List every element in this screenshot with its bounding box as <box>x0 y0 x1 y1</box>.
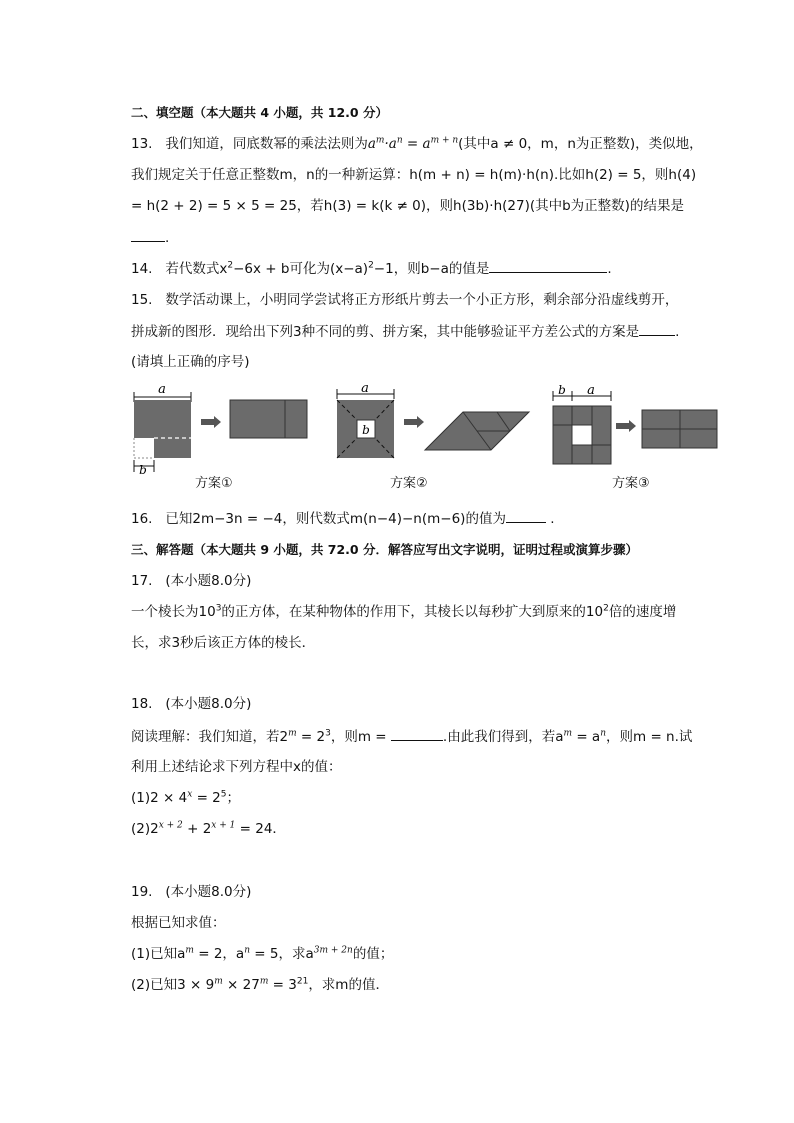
q19-text: (1)已知a <box>131 946 186 962</box>
q19-text: = 5，求a <box>250 946 314 962</box>
q19-sup: m <box>214 976 223 987</box>
caption-scheme1: 方案① <box>195 476 233 491</box>
answer-blank[interactable] <box>506 508 546 523</box>
q19-text: × 27 <box>222 977 260 993</box>
arrow-icon <box>404 416 424 428</box>
q15-period: . <box>675 324 680 340</box>
q18-line1 <box>131 726 692 747</box>
q14-text: −1，则b−a的值是 <box>373 261 490 277</box>
caption-scheme3: 方案③ <box>612 476 650 491</box>
q17-sup: 2 <box>603 603 609 614</box>
q16-period: . <box>545 511 555 527</box>
q18-line2: 利用上述结论求下列方程中x的值： <box>131 759 342 775</box>
q18-sup: 3 <box>325 728 331 739</box>
q15-line2 <box>131 321 679 342</box>
q14-text: −6x + b可化为(x−a) <box>233 261 369 277</box>
scheme3-hole <box>572 425 592 445</box>
q13-text: 我们知道，同底数幂的乘法法则为 <box>165 136 368 152</box>
scheme1-diagram <box>134 382 307 477</box>
scheme2-diagram <box>337 382 529 458</box>
q16-number: 16. <box>131 511 153 527</box>
q16-text: 已知2m−3n = −4，则代数式m(n−4)−n(m−6)的值为 <box>165 511 506 527</box>
scheme3-diagram <box>553 383 717 464</box>
q18-text: = a <box>572 729 601 745</box>
q18-sup: m <box>563 728 573 739</box>
q17-sup: 3 <box>215 603 222 614</box>
q18-sup: x + 1 <box>211 820 236 831</box>
q14-text: 若代数式x <box>165 261 228 277</box>
q13-period: . <box>165 230 170 246</box>
q14-sup: 2 <box>368 260 374 271</box>
q19-sup: 3m + 2n <box>313 945 353 956</box>
q13-line4 <box>131 227 169 248</box>
arrow-icon <box>201 416 221 428</box>
arrow-icon <box>616 420 636 432</box>
answer-blank[interactable] <box>489 258 607 273</box>
q14-period: . <box>607 261 612 277</box>
label-a: a <box>158 382 166 397</box>
section-heading-fill-in: 二、填空题（本大题共 4 小题，共 12.0 分） <box>131 105 388 120</box>
label-a: a <box>361 382 369 396</box>
q14-number: 14. <box>131 261 153 277</box>
q19-sup: m <box>185 945 194 956</box>
q18-part2 <box>131 819 286 839</box>
q19-part2 <box>131 975 389 995</box>
q14-line <box>131 258 612 279</box>
q18-text: = 2 <box>192 790 221 806</box>
q13-math: a <box>367 136 376 152</box>
answer-blank[interactable] <box>391 726 443 741</box>
q15-text: 拼成新的图形．现给出下列3种不同的剪、拼方案，其中能够验证平方差公式的方案是 <box>131 324 640 340</box>
q19-text: = 2，a <box>193 946 245 962</box>
q19-line1: 根据已知求值： <box>131 915 226 931</box>
q18-text: = 24． <box>235 821 286 837</box>
q18-text: = 2 <box>296 729 326 745</box>
q18-text: 阅读理解：我们知道，若2 <box>131 729 289 745</box>
q18-text: ； <box>226 790 240 806</box>
q13-line2: 我们规定关于任意正整数m，n的一种新运算：h(m + n) = h(m)·h(n).比如h(2) = 5，则h(4) <box>131 167 697 183</box>
q18-sup: 5 <box>220 789 227 800</box>
q19-sup: 21 <box>296 976 309 987</box>
q13-sup: m <box>375 135 385 146</box>
q17-line1 <box>131 602 676 622</box>
answer-blank[interactable] <box>131 227 165 242</box>
q19-sup: n <box>244 945 251 956</box>
q18-sup: x + 2 <box>158 820 183 831</box>
q18-part1 <box>131 788 240 808</box>
label-b: b <box>362 423 370 437</box>
label-b: b <box>558 383 566 397</box>
q15-line3: (请填上正确的序号) <box>131 354 250 370</box>
q15-text: 数学活动课上，小明同学尝试将正方形纸片剪去一个小正方形，剩余部分沿虚线剪开， <box>165 292 679 308</box>
q18-score: (本小题8.0分) <box>165 696 252 712</box>
q19-number: 19. <box>131 884 153 900</box>
q18-text: (1)2 × 4 <box>131 790 188 806</box>
q13-sup: n <box>396 135 403 146</box>
label-a: a <box>587 383 595 398</box>
q19-text: (2)已知3 × 9 <box>131 977 215 993</box>
q18-header <box>131 694 251 714</box>
q18-sup: m <box>288 728 297 739</box>
q18-text: ，则m = <box>330 729 391 745</box>
q17-text: 的正方体，在某种物体的作用下，其棱长以每秒扩大到原来的10 <box>221 604 604 620</box>
q13-math: = a <box>402 136 431 152</box>
q14-sup: 2 <box>227 260 234 271</box>
q17-header <box>131 571 251 591</box>
q18-sup: x <box>187 789 193 800</box>
q18-text: (2)2 <box>131 821 159 837</box>
q13-math: ·a <box>384 136 397 152</box>
q13-number: 13. <box>131 136 153 152</box>
q13-sup: m + n <box>430 135 459 146</box>
q19-score: (本小题8.0分) <box>165 884 252 900</box>
q15-line1 <box>131 290 678 310</box>
q13-line3: = h(2 + 2) = 5 × 5 = 25，若h(3) = k(k ≠ 0)，则h(3b)·h(27)(其中b为正整数)的结果是 <box>131 198 684 214</box>
q18-sup: n <box>600 728 606 739</box>
section-heading-solve: 三、解答题（本大题共 9 小题，共 72.0 分．解答应写出文字说明，证明过程或演算步骤） <box>131 542 638 557</box>
q15-number: 15. <box>131 292 153 308</box>
scheme1-square <box>134 400 191 458</box>
q19-sup: m <box>259 976 269 987</box>
answer-blank[interactable] <box>639 321 675 336</box>
scheme1-result <box>230 400 307 438</box>
q19-text: = 3 <box>268 977 297 993</box>
q13-text: (其中a ≠ 0，m，n为正整数)，类似地， <box>458 136 703 152</box>
label-b: b <box>139 463 147 477</box>
q19-header <box>131 882 251 902</box>
q16-line <box>131 508 555 529</box>
caption-scheme2: 方案② <box>390 476 428 491</box>
q19-text: ，求m的值． <box>308 977 389 993</box>
q17-text: 一个棱长为10 <box>131 604 216 620</box>
q13-line1 <box>131 134 703 154</box>
q17-text: 倍的速度增 <box>608 604 677 620</box>
q17-number: 17. <box>131 573 153 589</box>
q18-text: .由此我们得到，若a <box>442 729 564 745</box>
q18-text: + 2 <box>182 821 212 837</box>
q17-line2: 长，求3秒后该正方体的棱长． <box>131 635 316 651</box>
q19-text: 的值； <box>352 946 394 962</box>
q18-text: ，则m = n.试 <box>606 729 693 745</box>
q17-score: (本小题8.0分) <box>165 573 252 589</box>
q19-part1 <box>131 944 393 964</box>
q18-number: 18. <box>131 696 153 712</box>
